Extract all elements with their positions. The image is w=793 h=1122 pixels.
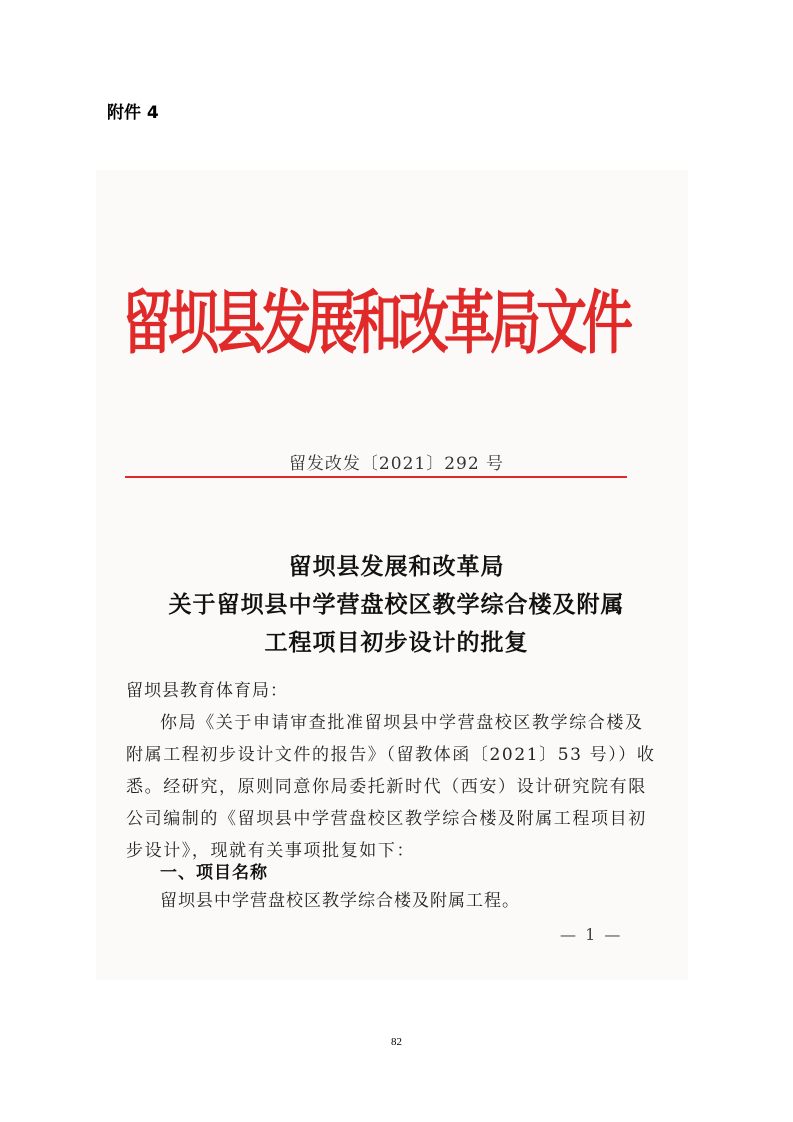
body-line: 悉。经研究，原则同意你局委托新时代（西安）设计研究院有限	[126, 777, 647, 797]
attachment-label: 附件 4	[107, 103, 159, 123]
scan-page-number: — 1 —	[560, 925, 623, 944]
section-body: 留坝县中学营盘校区教学综合楼及附属工程。	[160, 891, 520, 911]
document-title-line-3: 工程项目初步设计的批复	[264, 629, 529, 656]
document-title-line-1: 留坝县发展和改革局	[288, 553, 505, 580]
section-heading: 一、项目名称	[160, 863, 268, 883]
red-divider-line	[125, 476, 627, 478]
body-line: 你局《关于申请审查批准留坝县中学营盘校区教学综合楼及	[160, 713, 644, 733]
body-line: 公司编制的《留坝县中学营盘校区教学综合楼及附属工程项目初	[126, 809, 647, 829]
letterhead-title: 留坝县发展和改革局文件	[122, 283, 629, 365]
document-title-line-2: 关于留坝县中学营盘校区教学综合楼及附属	[168, 591, 625, 618]
footer-page-number: 82	[391, 1036, 402, 1048]
addressee: 留坝县教育体育局：	[126, 681, 288, 701]
body-line: 步设计》，现就有关事项批复如下：	[126, 841, 416, 861]
document-number: 留发改发〔2021〕292 号	[288, 454, 505, 474]
body-line: 附属工程初步设计文件的报告》（留教体函〔2021〕53 号））收	[126, 745, 656, 765]
